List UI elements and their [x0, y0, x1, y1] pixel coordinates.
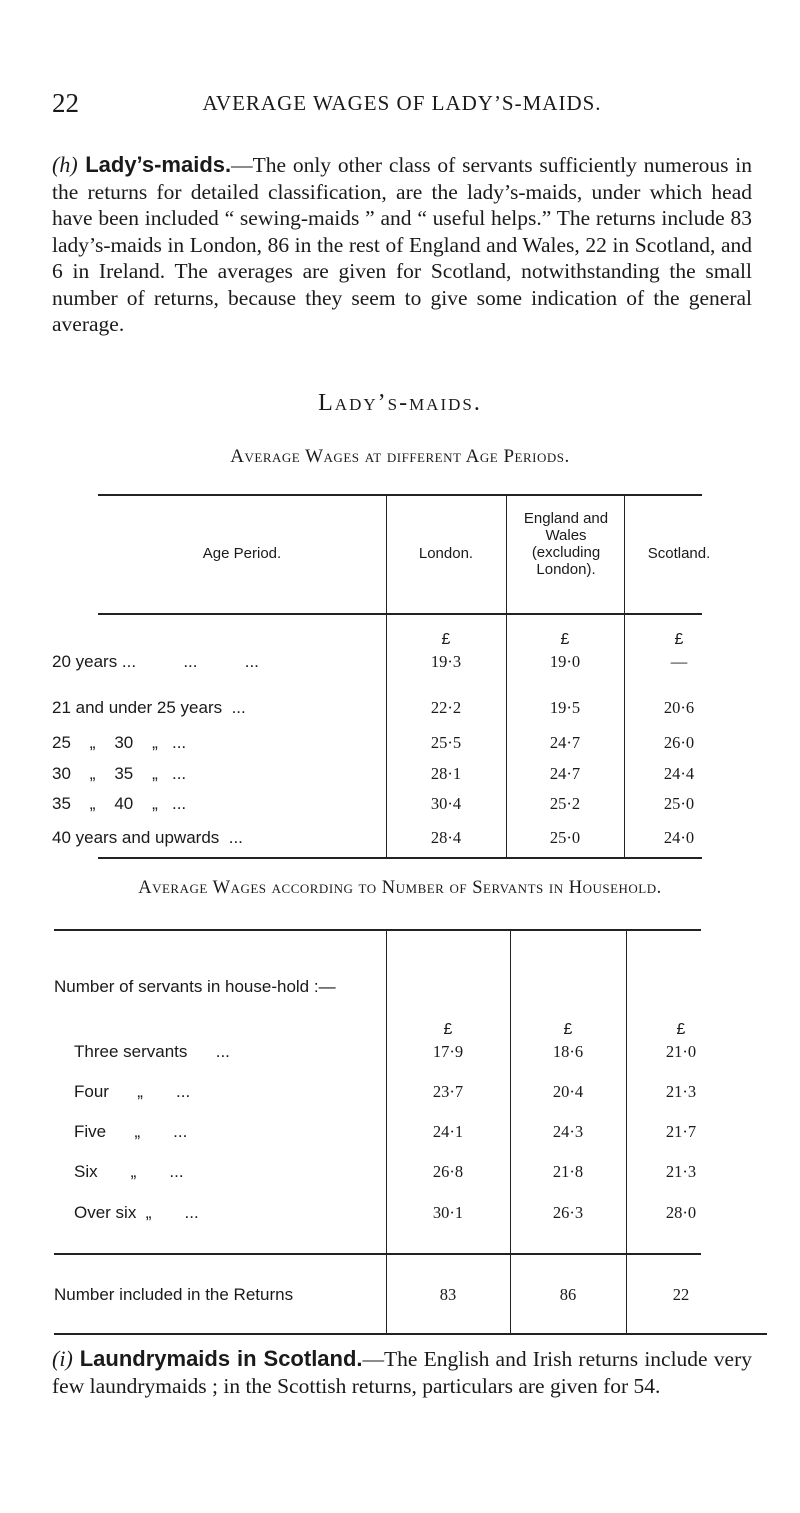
table1-cell: 25·5	[430, 733, 462, 752]
table1-row-label: 25 „ 30 „ ...	[52, 733, 187, 752]
table1-cell: 25·0	[549, 828, 581, 847]
table2-total-cell: 83	[439, 1285, 457, 1304]
table1-cell: 20·6	[663, 698, 695, 717]
table2-row-label: Three servants ...	[74, 1042, 230, 1061]
table1-cell: 25·0	[663, 794, 695, 813]
table2-cell: 20·4	[552, 1082, 584, 1101]
page-number: 22	[52, 88, 79, 118]
table1-cell: 28·4	[430, 828, 462, 847]
table1-cell: 24·7	[549, 764, 581, 783]
table1-cell: 24·4	[663, 764, 695, 783]
table1-currency-scotland: £	[674, 631, 684, 648]
table1-row-label: 30 „ 35 „ ...	[52, 764, 187, 783]
table2-cell: 30·1	[432, 1203, 464, 1222]
table2-row-label: Six „ ...	[74, 1162, 184, 1181]
table2-cell: 21·3	[665, 1082, 697, 1101]
table1-cell: 28·1	[430, 764, 462, 783]
section-i-text: —The English and Irish returns include very few laundrymaids ; in the Scottish returns, particulars are given for 54.	[52, 1347, 753, 1398]
table1-cell: 19·0	[549, 652, 581, 671]
table1-header-scotland: Scotland.	[647, 545, 711, 562]
table2-total-cell: 22	[672, 1285, 690, 1304]
tables-heading: Lady’s-maids.	[318, 390, 482, 416]
running-title: AVERAGE WAGES OF LADY’S-MAIDS.	[202, 91, 602, 115]
table1-row-label: 35 „ 40 „ ...	[52, 794, 187, 813]
table1-row-label: 20 years ... ... ...	[52, 652, 259, 671]
table2-currency-england: £	[563, 1021, 573, 1038]
table2-row-label: Over six „ ...	[74, 1203, 199, 1222]
section-i-marker: (i)	[52, 1346, 73, 1371]
table2-row-label: Five „ ...	[74, 1122, 188, 1141]
table2-cell: 26·8	[432, 1162, 464, 1181]
table2-caption: Average Wages according to Number of Servants in Household.	[138, 878, 662, 898]
table2-row-label: Four „ ...	[74, 1082, 191, 1101]
table1-currency-london: £	[441, 631, 451, 648]
table2-cell: 21·8	[552, 1162, 584, 1181]
table1-row-label: 40 years and upwards ...	[52, 828, 243, 847]
table1-header-age-period: Age Period.	[202, 545, 282, 562]
table1-row-label: 21 and under 25 years ...	[52, 698, 246, 717]
section-i-paragraph	[52, 1346, 752, 1399]
table2-cell: 21·0	[665, 1042, 697, 1061]
section-i-title: Laundrymaids in Scotland.	[79, 1346, 363, 1371]
table1-cell: 25·2	[549, 794, 581, 813]
table1-caption: Average Wages at different Age Periods.	[230, 446, 570, 467]
section-h-marker: (h)	[52, 152, 78, 177]
table1-cell: 24·7	[549, 733, 581, 752]
table2-cell: 24·3	[552, 1122, 584, 1141]
table2-currency-scotland: £	[676, 1021, 686, 1038]
table1-cell: 22·2	[430, 698, 462, 717]
table2-cell: 24·1	[432, 1122, 464, 1141]
table2-cell: 18·6	[552, 1042, 584, 1061]
table2-cell: 23·7	[432, 1082, 464, 1101]
table1-currency-england: £	[560, 631, 570, 648]
table1-header-london: London.	[418, 545, 474, 562]
section-h-text: —The only other class of servants sufficiently numerous in the returns for detailed classification, are the lady’s-maids, under which head have been included “ sewing-maids ” and “ useful helps.” The returns include 83 lady’s-maids in London, 86 in the rest of England and Wales, 22 in Scotland, and 6 in Ireland. The averages are given for Scotland, notwithstanding the small number of returns, because they seem to give some indication of the general average.	[52, 153, 752, 336]
section-h-title: Lady’s-maids.	[85, 152, 232, 177]
table2-total-cell: 86	[559, 1285, 577, 1304]
table2-cell: 17·9	[432, 1042, 464, 1061]
table2-cell: 21·7	[665, 1122, 697, 1141]
table1-cell: 19·5	[549, 698, 581, 717]
table1-cell: —	[670, 652, 688, 671]
table2-total-label: Number included in the Returns	[54, 1285, 294, 1304]
table2-currency-london: £	[443, 1021, 453, 1038]
table2-cell: 28·0	[665, 1203, 697, 1222]
table2-group-label: Number of servants in house-hold :—	[54, 977, 336, 996]
table1-cell: 30·4	[430, 794, 462, 813]
table1-cell: 24·0	[663, 828, 695, 847]
table1-header-england-wales: England and Wales (excluding London).	[523, 510, 609, 578]
table2-cell: 26·3	[552, 1203, 584, 1222]
table1-cell: 19·3	[430, 652, 462, 671]
section-i-lead	[52, 1346, 363, 1371]
table2-cell: 21·3	[665, 1162, 697, 1181]
table1-cell: 26·0	[663, 733, 695, 752]
